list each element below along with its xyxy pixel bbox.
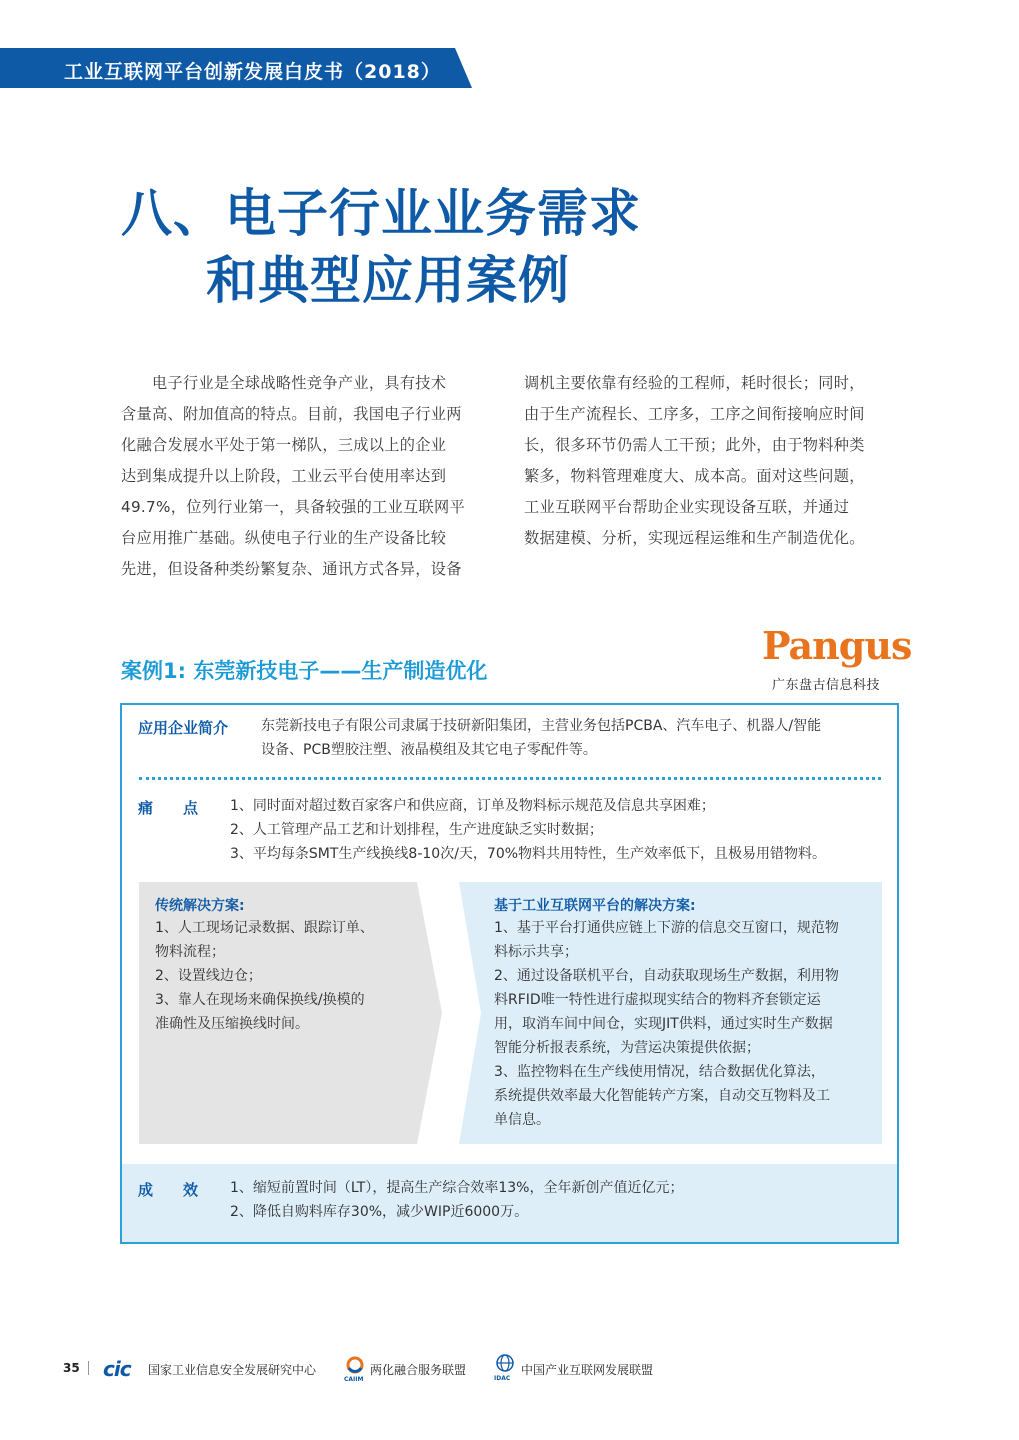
intro-left-column bbox=[121, 368, 497, 585]
pain-line: 3、平均每条SMT生产线换线8-10次/天，70%物料共用特性，生产效率低下，且极易用错物料。 bbox=[230, 846, 827, 862]
platform-line: 3、监控物料在生产线使用情况，结合数据优化算法， bbox=[494, 1064, 825, 1080]
caiim-mark: CAIIM bbox=[344, 1376, 364, 1383]
chapter-title-line1: 八、电子行业业务需求 bbox=[121, 185, 642, 244]
intro-line: 49.7%，位列行业第一，具备较强的工业互联网平 bbox=[121, 498, 466, 516]
platform-solution-label: 基于工业互联网平台的解决方案: bbox=[494, 898, 696, 914]
intro-line: 数据建模、分析，实现远程运维和生产制造优化。 bbox=[524, 529, 865, 547]
document-title: 工业互联网平台创新发展白皮书（2018） bbox=[64, 61, 441, 83]
traditional-line: 准确性及压缩换线时间。 bbox=[155, 1016, 309, 1032]
intro-line: 繁多，物料管理难度大、成本高。面对这些问题， bbox=[524, 467, 865, 485]
case-title: 案例1: 东莞新技电子——生产制造优化 bbox=[121, 659, 488, 683]
intro-line: 长，很多环节仍需人工干预；此外，由于物料种类 bbox=[524, 436, 865, 454]
intro-line: 工业互联网平台帮助企业实现设备互联，并通过 bbox=[524, 498, 850, 516]
platform-line: 料标示共享； bbox=[494, 944, 578, 960]
platform-line: 系统提供效率最大化智能转产方案，自动交互物料及工 bbox=[494, 1088, 830, 1104]
platform-line: 智能分析报表系统，为营运决策提供依据； bbox=[494, 1040, 760, 1056]
intro-right-column bbox=[524, 368, 900, 554]
result-line: 2、降低自购料库存30%，减少WIP近6000万。 bbox=[230, 1204, 529, 1220]
traditional-solution-text bbox=[155, 916, 374, 1036]
traditional-line: 物料流程； bbox=[155, 944, 225, 960]
platform-line: 1、基于平台打通供应链上下游的信息交互窗口，规范物 bbox=[494, 920, 839, 936]
intro-line: 含量高、附加值高的特点。目前，我国电子行业两 bbox=[121, 405, 462, 423]
company-line: 东莞新技电子有限公司隶属于技研新阳集团，主营业务包括PCBA、汽车电子、机器人/智能 bbox=[261, 718, 822, 734]
case-box bbox=[120, 703, 899, 1244]
company-text bbox=[261, 714, 821, 762]
pangus-logo-subtitle: 广东盘古信息科技 bbox=[772, 678, 881, 693]
result-text bbox=[230, 1176, 683, 1224]
intro-line: 化融合发展水平处于第一梯队，三成以上的企业 bbox=[121, 436, 447, 454]
chapter-title-line2: 和典型应用案例 bbox=[206, 252, 571, 311]
traditional-line: 2、设置线边仓； bbox=[155, 968, 262, 984]
footer-org-2: 两化融合服务联盟 bbox=[370, 1363, 467, 1377]
result-label: 成 效 bbox=[138, 1181, 199, 1199]
pangus-logo: Pangus bbox=[762, 623, 912, 668]
page-number: 35 bbox=[63, 1361, 80, 1375]
dotted-divider bbox=[139, 777, 881, 780]
intro-line: 先进，但设备种类纷繁复杂、通讯方式各异，设备 bbox=[121, 560, 462, 578]
platform-line: 料RFID唯一特性进行虚拟现实结合的物料齐套锁定运 bbox=[494, 992, 821, 1008]
traditional-line: 3、靠人在现场来确保换线/换模的 bbox=[155, 992, 365, 1008]
platform-line: 单信息。 bbox=[494, 1112, 550, 1128]
traditional-line: 1、人工现场记录数据、跟踪订单、 bbox=[155, 920, 374, 936]
idac-mark: IDAC bbox=[494, 1375, 511, 1382]
pain-line: 1、同时面对超过数百家客户和供应商，订单及物料标示规范及信息共享困难； bbox=[230, 798, 715, 814]
idac-globe-icon bbox=[495, 1353, 515, 1373]
pain-line: 2、人工管理产品工艺和计划排程，生产进度缺乏实时数据； bbox=[230, 822, 603, 838]
platform-line: 用，取消车间中间仓，实现JIT供料，通过实时生产数据 bbox=[494, 1016, 833, 1032]
intro-line: 调机主要依靠有经验的工程师，耗时很长；同时， bbox=[524, 374, 865, 392]
company-line: 设备、PCB塑胶注塑、液晶模组及其它电子零配件等。 bbox=[261, 742, 597, 758]
caiim-logo-icon bbox=[345, 1356, 365, 1376]
cic-logo: cic bbox=[103, 1357, 131, 1381]
platform-solution-text bbox=[494, 916, 839, 1132]
result-line: 1、缩短前置时间（LT），提高生产综合效率13%，全年新创产值近亿元； bbox=[230, 1180, 684, 1196]
intro-line: 由于生产流程长、工序多，工序之间衔接响应时间 bbox=[524, 405, 865, 423]
company-label: 应用企业简介 bbox=[138, 719, 229, 737]
footer-org-3: 中国产业互联网发展联盟 bbox=[521, 1363, 654, 1377]
platform-line: 2、通过设备联机平台，自动获取现场生产数据，利用物 bbox=[494, 968, 839, 984]
pain-text bbox=[230, 794, 826, 866]
footer-org-1: 国家工业信息安全发展研究中心 bbox=[148, 1363, 317, 1377]
intro-line: 达到集成提升以上阶段，工业云平台使用率达到 bbox=[121, 467, 447, 485]
page-footer bbox=[0, 1356, 1019, 1386]
traditional-solution-label: 传统解决方案: bbox=[155, 898, 245, 914]
intro-line: 电子行业是全球战略性竞争产业，具有技术 bbox=[152, 374, 447, 392]
intro-line: 台应用推广基础。纵使电子行业的生产设备比较 bbox=[121, 529, 447, 547]
pain-label: 痛 点 bbox=[138, 799, 199, 817]
footer-separator bbox=[88, 1361, 89, 1375]
